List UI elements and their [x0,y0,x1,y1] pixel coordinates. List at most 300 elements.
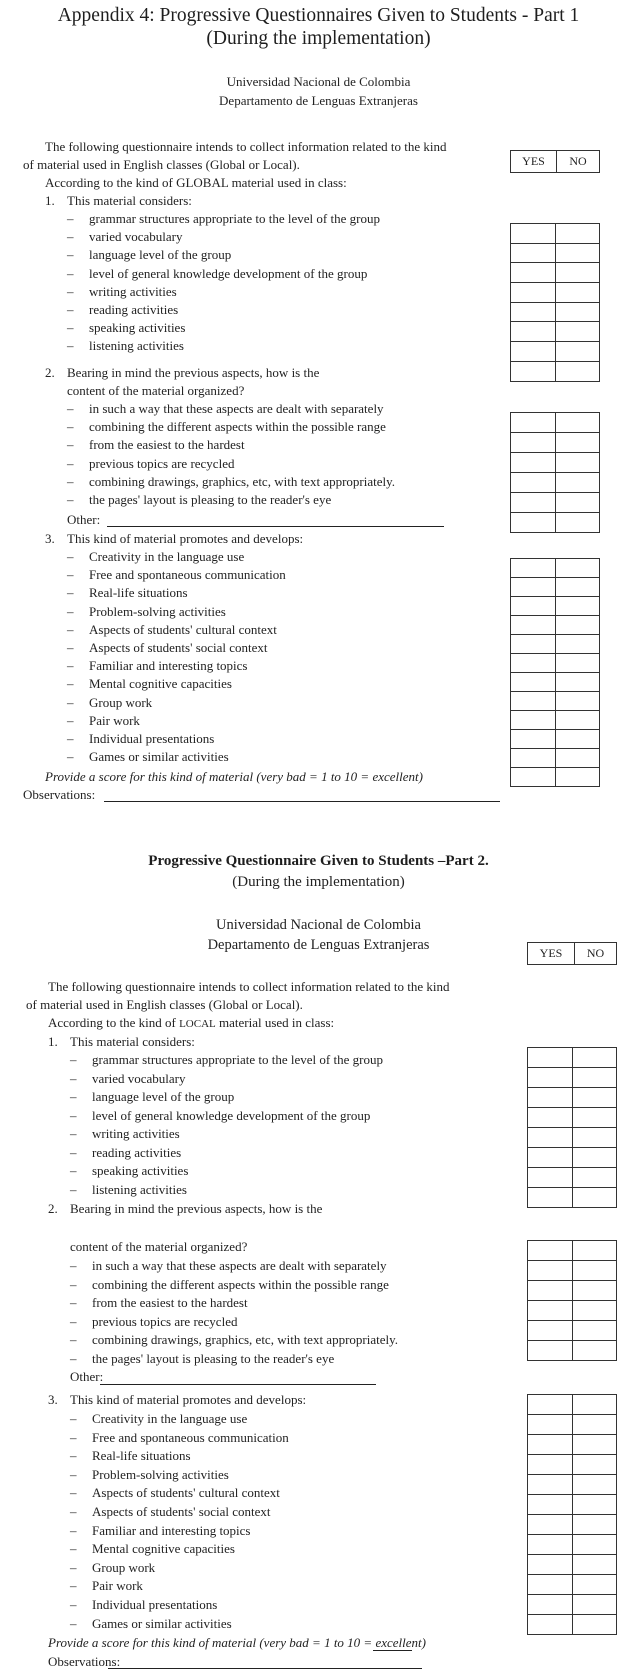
part1-intro-line2: of material used in English classes (Global or Local). [23,157,300,172]
yes-answer-cell[interactable] [528,1475,573,1495]
part1-q3-item: – Aspects of students' social context [67,640,268,655]
dash-bullet-icon: – [70,1522,77,1538]
dash-bullet-icon: – [70,1089,77,1104]
part1-institution: Universidad Nacional de Colombia [226,74,411,89]
yes-answer-cell[interactable] [528,1068,573,1088]
dash-bullet-icon: – [67,731,74,746]
part1-q3-answer-grid [510,558,600,787]
part2-other-input-line[interactable] [100,1384,376,1385]
no-answer-cell[interactable] [572,1435,617,1455]
part2-intro-line2: of material used in English classes (Global or Local). [26,997,303,1012]
part1-q3-item: – Problem-solving activities [67,603,226,619]
dash-bullet-icon: – [67,211,74,226]
no-answer-cell[interactable] [572,1261,617,1281]
yes-answer-cell[interactable] [528,1535,573,1555]
no-answer-cell[interactable] [572,1108,617,1128]
part2-other-label: Other: [70,1369,104,1384]
answer-row [511,283,600,303]
dash-bullet-icon: – [67,265,74,281]
answer-row [511,616,600,635]
dash-bullet-icon: – [70,1504,77,1519]
part2-q3-item: – Free and spontaneous communication [70,1429,289,1445]
no-answer-cell[interactable] [555,243,600,263]
answer-row [528,1321,617,1341]
dash-bullet-icon: – [67,338,74,354]
dash-bullet-icon: – [67,247,74,263]
no-answer-cell[interactable] [555,578,600,597]
dash-bullet-icon: – [70,1350,77,1366]
answer-row [511,749,600,768]
part1-q2-item: – combining drawings, graphics, etc, with text appropriately. [67,473,396,489]
yes-answer-cell[interactable] [511,597,556,616]
no-answer-cell[interactable] [555,692,600,711]
no-answer-cell[interactable] [555,433,600,453]
part2-q3-item: – Individual presentations [70,1597,218,1612]
dash-bullet-icon: – [67,401,74,416]
no-answer-cell[interactable] [572,1128,617,1148]
dash-bullet-icon: – [70,1276,77,1292]
dash-bullet-icon: – [70,1429,77,1445]
answer-row [528,1395,617,1415]
answer-row [511,473,600,493]
part1-q2-item: – from the easiest to the hardest [67,437,245,453]
yes-answer-cell[interactable] [511,635,556,654]
part2-q1-item: – grammar structures appropriate to the level of the group [70,1052,383,1067]
no-answer-cell[interactable] [572,1535,617,1555]
yes-answer-cell[interactable] [528,1281,573,1301]
dash-bullet-icon: – [70,1615,77,1631]
part1-yes-no-header [510,150,600,173]
part1-score-prompt: Provide a score for this kind of material (very bad = 1 to 10 = excellent) [45,769,423,784]
yes-answer-cell[interactable] [511,283,556,303]
answer-row [528,1615,617,1635]
part2-title: Progressive Questionnaire Given to Students –Part 2. [148,853,489,869]
dash-bullet-icon: – [67,658,74,674]
answer-row [511,513,600,533]
dash-bullet-icon: – [70,1163,77,1178]
dash-bullet-icon: – [70,1578,77,1594]
part2-q3-item: – Games or similar activities [70,1615,232,1631]
yes-answer-cell[interactable] [528,1455,573,1475]
dash-bullet-icon: – [70,1332,77,1347]
no-answer-cell[interactable] [572,1188,617,1208]
dash-bullet-icon: – [70,1559,77,1575]
part2-q3: 3. This kind of material promotes and develops: [48,1392,307,1407]
yes-answer-cell[interactable] [528,1301,573,1321]
no-answer-cell[interactable] [572,1615,617,1635]
dash-bullet-icon: – [67,640,74,655]
yes-header: YES [528,943,575,965]
no-answer-cell[interactable] [572,1595,617,1615]
part2-q1-item: – reading activities [70,1144,182,1160]
part2-q1-item: – level of general knowledge development of the group [70,1107,371,1123]
part2-q3-item: – Real-life situations [70,1448,191,1464]
part1-q1-item: – grammar structures appropriate to the level of the group [67,211,380,226]
part1-q3-item: – Group work [67,694,153,710]
part2-q3-item: – Creativity in the language use [70,1411,248,1426]
no-answer-cell[interactable] [555,597,600,616]
no-answer-cell[interactable] [555,263,600,283]
dash-bullet-icon: – [67,473,74,489]
answer-row [528,1048,617,1068]
dash-bullet-icon: – [67,320,74,336]
yes-answer-cell[interactable] [528,1241,573,1261]
dash-bullet-icon: – [70,1052,77,1067]
part1-title: Appendix 4: Progressive Questionnaires Given to Students - Part 1 [57,5,580,26]
part2-q2-item: – from the easiest to the hardest [70,1295,248,1310]
answer-row [511,692,600,711]
no-answer-cell[interactable] [572,1395,617,1415]
answer-row [511,673,600,692]
part1-q3-item: – Creativity in the language use [67,549,245,564]
yes-answer-cell[interactable] [511,616,556,635]
part1-q3-item: – Mental cognitive capacities [67,676,232,692]
yes-answer-cell[interactable] [528,1515,573,1535]
part1-q3-item: – Real-life situations [67,585,188,601]
no-answer-cell[interactable] [555,453,600,473]
yes-answer-cell[interactable] [511,453,556,473]
yes-answer-cell[interactable] [511,243,556,263]
yes-answer-cell[interactable] [511,302,556,322]
part2-according: According to the kind of LOCAL material used in class: [48,1015,335,1030]
yes-answer-cell[interactable] [511,768,556,787]
yes-answer-cell[interactable] [511,559,556,578]
part1-other-label: Other: [67,512,101,527]
dash-bullet-icon: – [67,749,74,765]
yes-answer-cell[interactable] [511,578,556,597]
answer-row [511,224,600,244]
no-answer-cell[interactable] [555,473,600,493]
part1-q1-item: – level of general knowledge development of the group [67,265,368,281]
no-answer-cell[interactable] [555,635,600,654]
answer-row [511,635,600,654]
no-answer-cell[interactable] [572,1475,617,1495]
part1-q2-item: – combining the different aspects within the possible range [67,419,386,435]
yes-answer-cell[interactable] [511,513,556,533]
part2-institution: Universidad Nacional de Colombia [216,917,421,933]
part2-score-input-line[interactable] [373,1650,412,1651]
part2-department: Departamento de Lenguas Extranjeras [207,937,430,953]
yes-answer-cell[interactable] [528,1435,573,1455]
answer-row [511,559,600,578]
yes-answer-cell[interactable] [511,493,556,513]
dash-bullet-icon: – [67,567,74,583]
yes-answer-cell[interactable] [511,263,556,283]
answer-row [528,1088,617,1108]
no-answer-cell[interactable] [555,493,600,513]
no-answer-cell[interactable] [555,342,600,362]
part1-q3-item: – Aspects of students' cultural context [67,621,277,637]
answer-row [511,342,600,362]
no-answer-cell[interactable] [572,1415,617,1435]
yes-answer-cell[interactable] [511,692,556,711]
yes-answer-cell[interactable] [528,1088,573,1108]
part1-q1-item: – listening activities [67,338,184,354]
no-answer-cell[interactable] [572,1555,617,1575]
answer-row [528,1241,617,1261]
part1-according: According to the kind of GLOBAL material used in class: [45,175,347,190]
no-answer-cell[interactable] [572,1048,617,1068]
no-answer-cell[interactable] [555,768,600,787]
part1-q2-line2: content of the material organized? [67,383,245,398]
part1-q3-item: – Games or similar activities [67,749,229,765]
part1-observations-label: Observations: [23,787,96,802]
part1-q1: 1. This material considers: [45,193,192,208]
material-kind: LOCAL [179,1018,216,1030]
part2-q3-item: – Aspects of students' social context [70,1504,271,1519]
yes-answer-cell[interactable] [511,361,556,381]
no-answer-cell[interactable] [572,1515,617,1535]
part2-q3-item: – Aspects of students' cultural context [70,1485,280,1501]
part1-subtitle: (During the implementation) [206,28,431,49]
answer-row [528,1435,617,1455]
part2-q1-item: – writing activities [70,1126,180,1141]
part2-q3-item: – Familiar and interesting topics [70,1522,251,1538]
yes-answer-cell[interactable] [528,1188,573,1208]
no-answer-cell[interactable] [572,1068,617,1088]
dash-bullet-icon: – [67,694,74,710]
part2-q2: 2. Bearing in mind the previous aspects, how is the [48,1201,323,1216]
part1-observations-input-line[interactable] [104,801,500,802]
yes-answer-cell[interactable] [511,711,556,730]
answer-row [511,768,600,787]
part1-q3: 3. This kind of material promotes and develops: [45,531,304,546]
no-answer-cell[interactable] [572,1321,617,1341]
answer-row [511,654,600,673]
yes-answer-cell[interactable] [511,654,556,673]
no-answer-cell[interactable] [555,730,600,749]
dash-bullet-icon: – [67,549,74,564]
no-answer-cell[interactable] [572,1301,617,1321]
dash-bullet-icon: – [67,585,74,601]
part2-observations-label: Observations: [48,1654,121,1669]
part1-q3-item: – Free and spontaneous communication [67,567,286,583]
yes-answer-cell[interactable] [528,1321,573,1341]
no-answer-cell[interactable] [555,413,600,433]
dash-bullet-icon: – [70,1466,77,1482]
yes-answer-cell[interactable] [511,322,556,342]
answer-row [528,1535,617,1555]
part2-intro-line1: The following questionnaire intends to collect information related to the kind [48,979,450,994]
part1-q1-item: – writing activities [67,283,177,299]
dash-bullet-icon: – [70,1541,77,1557]
no-answer-cell[interactable] [555,302,600,322]
part2-q3-answer-grid [527,1394,617,1635]
part2-q2-answer-grid [527,1240,617,1361]
part2-observations-input-line[interactable] [108,1668,422,1669]
no-answer-cell[interactable] [555,616,600,635]
part2-q3-item: – Problem-solving activities [70,1466,229,1482]
dash-bullet-icon: – [67,603,74,619]
part2-q1: 1. This material considers: [48,1034,195,1049]
no-answer-cell[interactable] [555,559,600,578]
yes-header: YES [511,151,557,173]
part1-q3-item: – Familiar and interesting topics [67,658,248,674]
dash-bullet-icon: – [67,621,74,637]
part1-q1-item: – reading activities [67,302,179,317]
dash-bullet-icon: – [67,492,74,507]
dash-bullet-icon: – [67,455,74,471]
yes-answer-cell[interactable] [528,1575,573,1595]
answer-row [511,361,600,381]
answer-row [528,1575,617,1595]
part2-yes-no-header [527,942,617,965]
dash-bullet-icon: – [67,676,74,692]
part1-q3-item: – Pair work [67,712,140,728]
yes-answer-cell[interactable] [528,1261,573,1281]
yes-answer-cell[interactable] [511,413,556,433]
answer-row [528,1475,617,1495]
part2-q2-item: – combining the different aspects within the possible range [70,1276,389,1292]
dash-bullet-icon: – [70,1485,77,1501]
answer-row [511,493,600,513]
no-answer-cell[interactable] [572,1281,617,1301]
part2-q3-item: – Pair work [70,1578,143,1594]
yes-answer-cell[interactable] [528,1595,573,1615]
part1-q1-item: – speaking activities [67,320,186,336]
part1-department: Departamento de Lenguas Extranjeras [219,93,418,108]
yes-answer-cell[interactable] [511,433,556,453]
no-answer-cell[interactable] [572,1088,617,1108]
part1-q1-item: – varied vocabulary [67,229,183,245]
no-answer-cell[interactable] [572,1495,617,1515]
answer-row [511,597,600,616]
yes-answer-cell[interactable] [528,1415,573,1435]
no-answer-cell[interactable] [572,1168,617,1188]
yes-answer-cell[interactable] [528,1048,573,1068]
dash-bullet-icon: – [70,1107,77,1123]
part1-other-input-line[interactable] [107,526,444,527]
yes-answer-cell[interactable] [528,1148,573,1168]
answer-row [528,1495,617,1515]
yes-answer-cell[interactable] [528,1555,573,1575]
part2-subtitle: (During the implementation) [232,874,405,890]
answer-row [528,1515,617,1535]
dash-bullet-icon: – [70,1313,77,1329]
no-answer-cell[interactable] [555,224,600,244]
part1-q1-item: – language level of the group [67,247,232,263]
yes-answer-cell[interactable] [511,342,556,362]
yes-answer-cell[interactable] [528,1615,573,1635]
part1-q2-item: – the pages' layout is pleasing to the reader's eye [67,492,332,507]
dash-bullet-icon: – [67,229,74,245]
part2-q1-item: – language level of the group [70,1089,235,1104]
yes-answer-cell[interactable] [528,1108,573,1128]
dash-bullet-icon: – [67,437,74,453]
yes-answer-cell[interactable] [511,730,556,749]
no-answer-cell[interactable] [572,1148,617,1168]
part1-q2-item: – in such a way that these aspects are dealt with separately [67,401,384,416]
dash-bullet-icon: – [70,1181,77,1197]
part1-q3-item: – Individual presentations [67,731,215,746]
no-answer-cell[interactable] [572,1455,617,1475]
no-answer-cell[interactable] [555,283,600,303]
yes-answer-cell[interactable] [511,673,556,692]
answer-row [528,1068,617,1088]
answer-row [528,1341,617,1361]
dash-bullet-icon: – [70,1258,77,1273]
answer-row [528,1415,617,1435]
answer-row [528,1301,617,1321]
no-answer-cell[interactable] [572,1341,617,1361]
dash-bullet-icon: – [70,1126,77,1141]
yes-answer-cell[interactable] [511,224,556,244]
dash-bullet-icon: – [70,1411,77,1426]
answer-row [528,1108,617,1128]
answer-row [528,1455,617,1475]
material-kind: GLOBAL [176,175,229,190]
no-header: NO [557,151,600,173]
no-answer-cell[interactable] [555,654,600,673]
part1-q2-answer-grid [510,412,600,533]
yes-answer-cell[interactable] [528,1341,573,1361]
no-answer-cell[interactable] [572,1575,617,1595]
answer-row [528,1261,617,1281]
yes-answer-cell[interactable] [528,1168,573,1188]
answer-row [511,433,600,453]
answer-row [511,302,600,322]
answer-row [511,578,600,597]
part2-q1-answer-grid [527,1047,617,1208]
no-answer-cell[interactable] [572,1241,617,1261]
yes-answer-cell[interactable] [528,1128,573,1148]
no-answer-cell[interactable] [555,711,600,730]
dash-bullet-icon: – [67,302,74,317]
answer-row [528,1168,617,1188]
answer-row [528,1148,617,1168]
part2-q2-item: – combining drawings, graphics, etc, with text appropriately. [70,1332,399,1347]
answer-row [528,1595,617,1615]
answer-row [528,1281,617,1301]
part2-q1-item: – speaking activities [70,1163,189,1178]
answer-row [528,1188,617,1208]
answer-row [511,730,600,749]
no-answer-cell[interactable] [555,749,600,768]
part1-q2: 2. Bearing in mind the previous aspects, how is the [45,365,320,380]
answer-row [528,1555,617,1575]
dash-bullet-icon: – [70,1597,77,1612]
yes-answer-cell[interactable] [511,473,556,493]
answer-row [511,711,600,730]
no-answer-cell[interactable] [555,513,600,533]
part2-q2-item: – in such a way that these aspects are dealt with separately [70,1258,387,1273]
answer-row [511,243,600,263]
dash-bullet-icon: – [70,1295,77,1310]
no-answer-cell[interactable] [555,361,600,381]
yes-answer-cell[interactable] [528,1495,573,1515]
part2-q1-item: – listening activities [70,1181,187,1197]
part2-score-prompt: Provide a score for this kind of material (very bad = 1 to 10 = excellent) [48,1635,426,1650]
part1-intro-line1: The following questionnaire intends to collect information related to the kind [45,139,447,154]
answer-row [528,1128,617,1148]
part1-q2-item: – previous topics are recycled [67,455,235,471]
yes-answer-cell[interactable] [528,1395,573,1415]
answer-row [511,263,600,283]
no-answer-cell[interactable] [555,673,600,692]
part1-q1-answer-grid [510,223,600,382]
dash-bullet-icon: – [70,1070,77,1086]
answer-row [511,322,600,342]
dash-bullet-icon: – [70,1448,77,1464]
part2-q3-item: – Mental cognitive capacities [70,1541,235,1557]
no-answer-cell[interactable] [555,322,600,342]
part2-q2-line2: content of the material organized? [70,1239,248,1254]
dash-bullet-icon: – [70,1144,77,1160]
yes-answer-cell[interactable] [511,749,556,768]
part2-q2-item: – the pages' layout is pleasing to the reader's eye [70,1350,335,1366]
dash-bullet-icon: – [67,419,74,435]
part2-q2-item: – previous topics are recycled [70,1313,238,1329]
